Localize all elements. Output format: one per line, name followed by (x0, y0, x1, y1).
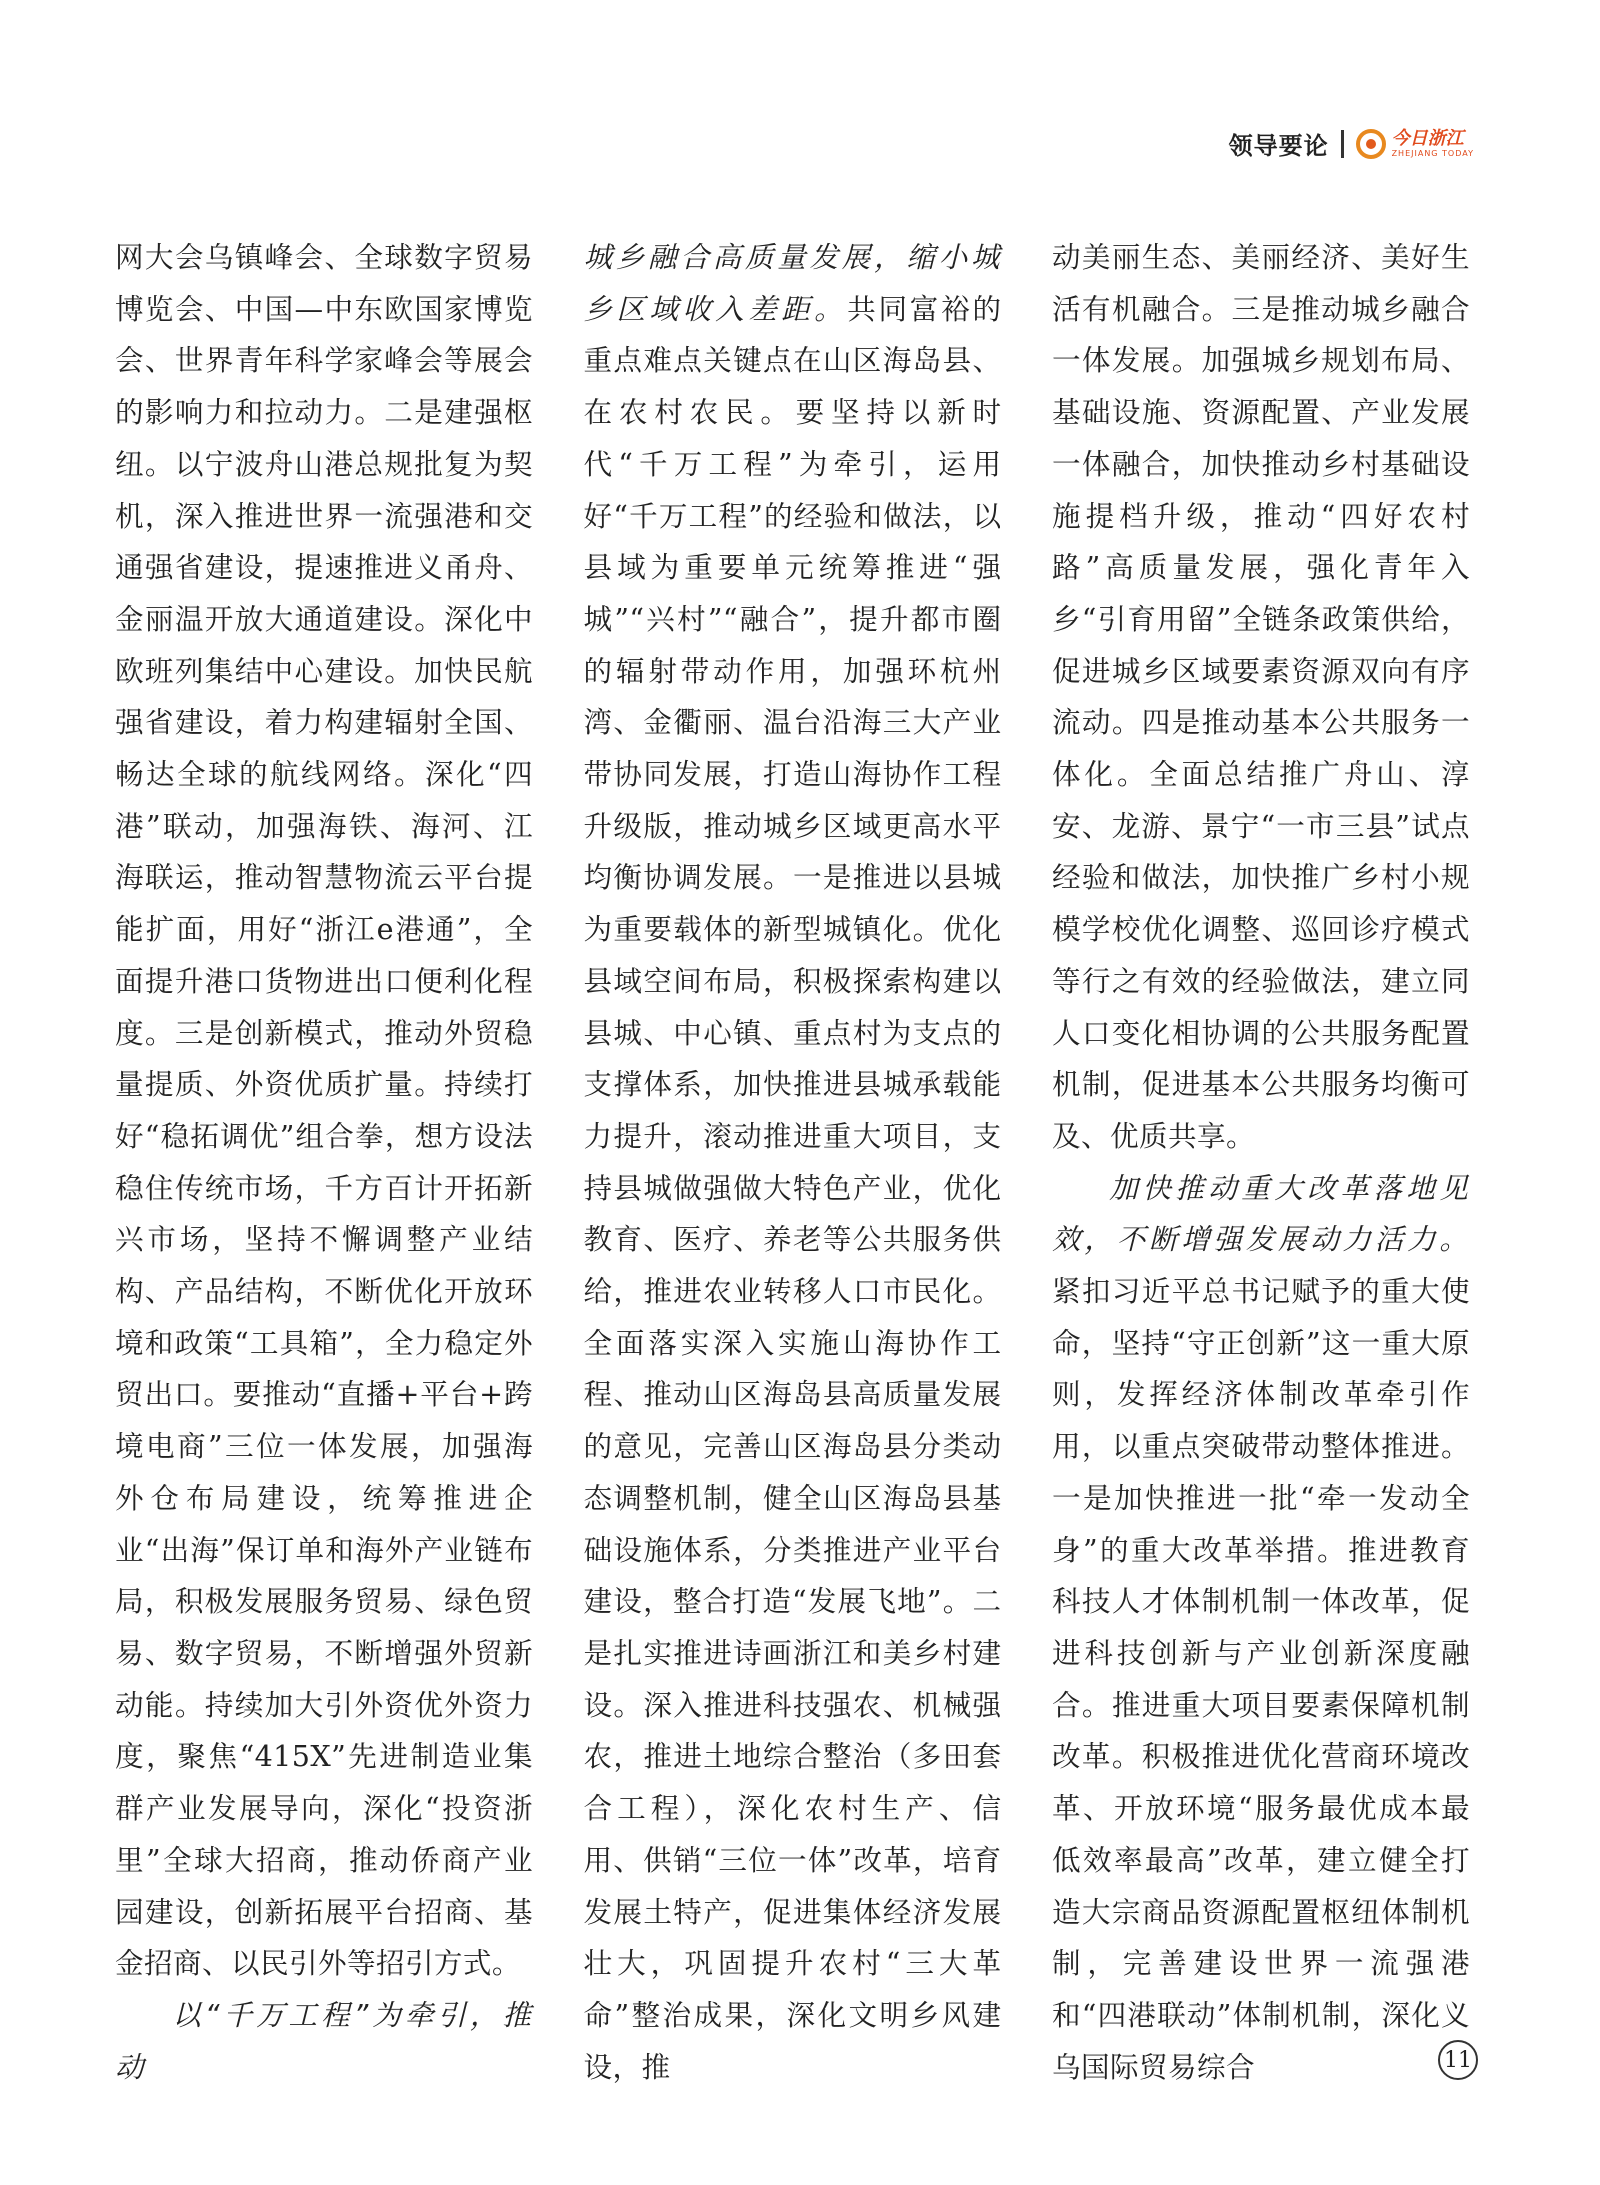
brand-name-cn: 今日浙江 (1391, 127, 1464, 149)
column-1-body: 网大会乌镇峰会、全球数字贸易博览会、中国—中东欧国家博览会、世界青年科学家峰会等展会的影响力和拉动力。二是建强枢纽。以宁波舟山港总规批复为契机，深入推进世界一流强港和交通强省建设，提速推进义甬舟、金丽温开放大通道建设。深化中欧班列集结中心建设。加快民航强省建设，着力构建辐射全国、畅达全球的航线网络。深化“四港”联动，加强海铁、海河、江海联运，推动智慧物流云平台提能扩面，用好“浙江e港通”，全面提升港口货物进出口便利化程度。三是创新模式，推动外贸稳量提质、外资优质扩量。持续打好“稳拓调优”组合拳，想方设法稳住传统市场，千方百计开拓新兴市场，坚持不懈调整产业结构、产品结构，不断优化开放环境和政策“工具箱”，全力稳定外贸出口。要推动“直播+平台+跨境电商”三位一体发展，加强海外仓布局建设，统筹推进企业“出海”保订单和海外产业链布局，积极发展服务贸易、绿色贸易、数字贸易，不断增强外贸新动能。持续加大引外资优外资力度，聚焦“415X”先进制造业集群产业发展导向，深化“投资浙里”全球大招商，推动侨商产业园建设，创新拓展平台招商、基金招商、以民引外等招引方式。 (115, 240, 533, 1981)
column-2-body: 共同富裕的重点难点关键点在山区海岛县、在农村农民。要坚持以新时代“千万工程”为牵引，运用好“千万工程”的经验和做法，以县域为重要单元统筹推进“强城”“兴村”“融合”，提升都市圈的辐射带动作用，加强环杭州湾、金衢丽、温台沿海三大产业带协同发展，打造山海协作工程升级版，推动城乡区域更高水平均衡协调发展。一是推进以县城为重要载体的新型城镇化。优化县域空间布局，积极探索构建以县城、中心镇、重点村为支点的支撑体系，加快推进县城承载能力提升，滚动推进重大项目，支持县城做强做大特色产业，优化教育、医疗、养老等公共服务供给，推进农业转移人口市民化。全面落实深入实施山海协作工程、推动山区海岛县高质量发展的意见，完善山区海岛县分类动态调整机制，健全山区海岛县基础设施体系，分类推进产业平台建设，整合打造“发展飞地”。二是扎实推进诗画浙江和美乡村建设。深入推进科技强农、机械强农，推进土地综合整治（多田套合工程），深化农村生产、信用、供销“三位一体”改革，培育发展土特产，促进集体经济发展壮大，巩固提升农村“三大革命”整治成果，深化文明乡风建设，推 (583, 291, 1002, 2084)
brand-text (1391, 127, 1474, 158)
column-1 (115, 232, 533, 2084)
section-label: 领导要论 (1228, 132, 1329, 160)
column-3-body-2: 紧扣习近平总书记赋予的重大使命，坚持“守正创新”这一重大原则，发挥经济体制改革牵引作用，以重点突破带动整体推进。一是加快推进一批“牵一发动全身”的重大改革举措。推进教育科技人才体制机制一体改革，促进科技创新与产业创新深度融合。推进重大项目要素保障机制改革。积极推进优化营商环境改革、开放环境“服务最优成本最低效率最高”改革，建立健全打造大宗商品资源配置枢纽体制机制，完善建设世界一流强港和“四港联动”体制机制，深化义乌国际贸易综合 (1052, 1274, 1470, 2084)
column-3-body: 动美丽生态、美丽经济、美好生活有机融合。三是推动城乡融合一体发展。加强城乡规划布局、基础设施、资源配置、产业发展一体融合，加快推动乡村基础设施提档升级，推动“四好农村路”高质量发展，强化青年入乡“引育用留”全链条政策供给，促进城乡区域要素资源双向有序流动。四是推动基本公共服务一体化。全面总结推广舟山、淳安、龙游、景宁“一市三县”试点经验和做法，加快推广乡村小规模学校优化调整、巡回诊疗模式等行之有效的经验做法，建立同人口变化相协调的公共服务配置机制，促进基本公共服务均衡可及、优质共享。 (1052, 240, 1470, 1153)
column-2-text (584, 232, 1002, 2093)
page-number: 11 (1438, 2040, 1478, 2080)
column-3-section (1052, 1163, 1470, 2094)
brand-logo (1356, 129, 1474, 159)
brand-sun-icon (1356, 129, 1386, 159)
header-divider (1341, 130, 1344, 158)
brand-name-en: ZHEJIANG TODAY (1391, 148, 1474, 158)
column-2 (583, 232, 1002, 2084)
column-3-lead: 加快推动重大改革落地见效，不断增强发展动力活力。 (1052, 1170, 1470, 1257)
page-header (1229, 126, 1474, 161)
column-2-lead-continued: 城乡融合高质量发展，缩小城乡区域收入差距。 (583, 240, 1002, 326)
column-1-lead: 以“千万工程”为牵引，推动 (115, 1997, 533, 2084)
